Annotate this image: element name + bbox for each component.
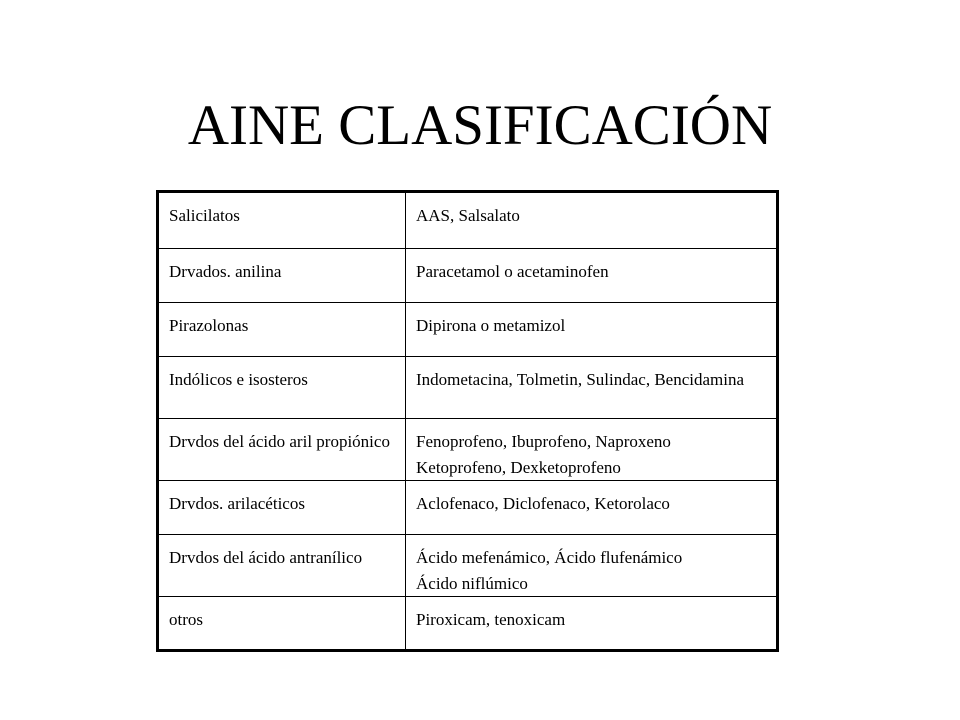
drugs-line: Ketoprofeno, Dexketoprofeno [416, 458, 621, 477]
drugs-cell [406, 303, 778, 357]
group-cell: Drvdos del ácido antranílico [158, 535, 406, 597]
table-row [158, 192, 778, 249]
table-row [158, 303, 778, 357]
table-row [158, 249, 778, 303]
drugs-line: Fenoprofeno, Ibuprofeno, Naproxeno [416, 432, 671, 451]
drugs-line: Piroxicam, tenoxicam [416, 610, 566, 629]
table-row [158, 597, 778, 651]
drugs-cell [406, 249, 778, 303]
group-cell: Indólicos e isosteros [158, 357, 406, 419]
classification-table-container [156, 190, 776, 652]
drugs-cell [406, 597, 778, 651]
drugs-cell [406, 481, 778, 535]
drugs-line: Indometacina, Tolmetin, Sulindac, Bencidamina [416, 370, 745, 389]
group-cell: Drvdos. arilacéticos [158, 481, 406, 535]
drugs-cell [406, 357, 778, 419]
group-cell: otros [158, 597, 406, 651]
table-row [158, 481, 778, 535]
group-cell: Pirazolonas [158, 303, 406, 357]
drugs-cell [406, 419, 778, 481]
drugs-line: AAS, Salsalato [416, 206, 520, 225]
group-cell: Drvdos del ácido aril propiónico [158, 419, 406, 481]
drugs-cell [406, 535, 778, 597]
drugs-line: Aclofenaco, Diclofenaco, Ketorolaco [416, 494, 670, 513]
drugs-line: Paracetamol o acetaminofen [416, 262, 609, 281]
table-row [158, 535, 778, 597]
drugs-line: Ácido niflúmico [416, 574, 528, 593]
table-row [158, 419, 778, 481]
group-cell: Drvados. anilina [158, 249, 406, 303]
classification-table [156, 190, 779, 652]
table-row [158, 357, 778, 419]
drugs-line: Ácido mefenámico, Ácido flufenámico [416, 548, 683, 567]
slide-title: AINE CLASIFICACIÓN [187, 94, 773, 157]
drugs-cell [406, 192, 778, 249]
group-cell: Salicilatos [158, 192, 406, 249]
drugs-line: Dipirona o metamizol [416, 316, 566, 335]
